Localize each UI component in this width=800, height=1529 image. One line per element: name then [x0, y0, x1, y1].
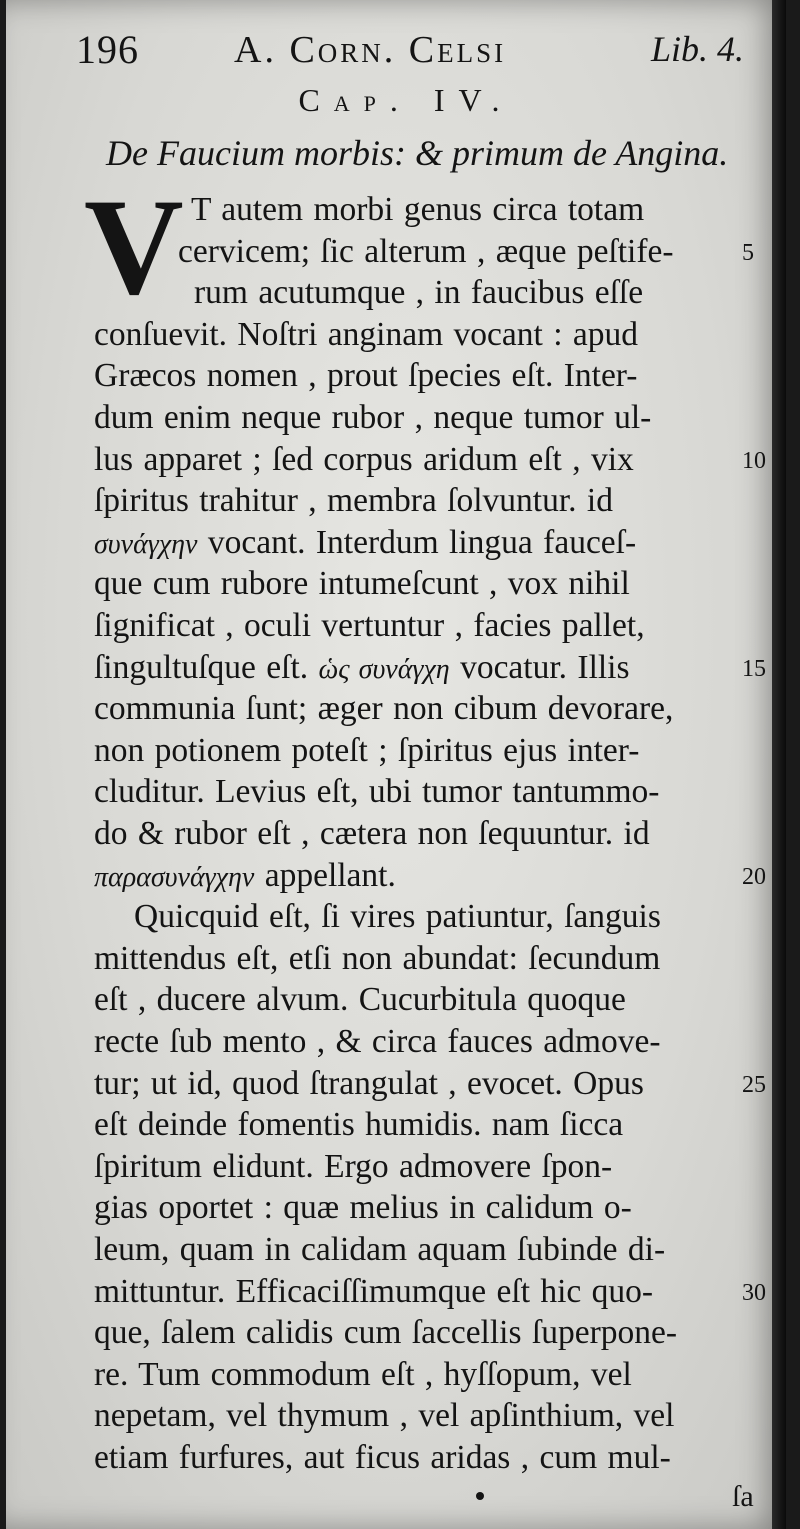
line-text: eſt , ducere alvum. Cucurbitula quoque: [94, 981, 626, 1019]
text-line: [94, 980, 626, 1020]
line-text: nepetam, vel thymum , vel apſinthium, vel: [94, 1397, 675, 1435]
text-line: [94, 523, 636, 563]
line-text: mittendus eſt, etſi non abundat: ſecundum: [94, 939, 661, 977]
line-text: appellant.: [254, 856, 396, 894]
line-text: ſignificat , oculi vertuntur , facies pallet,: [94, 607, 645, 644]
line-text: que, ſalem calidis cum ſaccellis ſuperpone-: [94, 1314, 678, 1352]
line-text: cluditur. Levius eſt, ubi tumor tantummo-: [94, 773, 660, 811]
line-text: rum acutumque , in faucibus eſſe: [194, 274, 644, 312]
book-label: Lib. 4.: [650, 29, 744, 69]
text-line: [94, 398, 651, 438]
text-line: [94, 1105, 623, 1145]
running-title: A. Corn. Celsi: [234, 29, 507, 71]
margin-line-number: 5: [742, 239, 754, 266]
footer-ink-mark: [476, 1492, 484, 1500]
text-line: [94, 1188, 632, 1228]
line-text: lus apparet ; ſed corpus aridum eſt , vix: [94, 440, 634, 478]
text-line: [94, 564, 630, 604]
line-text: ſpiritus trahitur , membra ſolvuntur. id: [94, 482, 613, 520]
book-page: [6, 0, 786, 1529]
greek-term: παρασυνάγχην: [94, 861, 255, 893]
line-text: ſpiritum elidunt. Ergo admovere ſpon-: [94, 1147, 613, 1185]
line-text: do & rubor eſt , cætera non ſequuntur. id: [94, 815, 650, 852]
text-line: [94, 1313, 677, 1353]
text-line: [94, 731, 639, 771]
text-line: [94, 939, 660, 979]
greek-term: συνάγχην: [94, 528, 198, 560]
line-text: tur; ut id, quod ſtrangulat , evocet. Opus: [94, 1064, 644, 1102]
line-text: ſingultuſque eſt.: [94, 648, 319, 686]
page-edge-shadow: [772, 0, 786, 1529]
text-line: [94, 1147, 612, 1187]
text-line: [94, 1022, 661, 1062]
text-line: [94, 1272, 653, 1312]
line-text: non potionem poteſt ; ſpiritus ejus inter-: [94, 731, 640, 769]
chapter-heading: Cap. IV.: [298, 82, 514, 118]
line-text: etiam furfures, aut ficus aridas , cum mul-: [94, 1439, 671, 1476]
margin-line-number: 10: [742, 447, 766, 474]
line-text: gias oportet : quæ melius in calidum o-: [94, 1189, 632, 1227]
line-text: communia ſunt; æger non cibum devorare,: [94, 690, 674, 728]
line-text: vocant. Interdum lingua fauceſ-: [197, 523, 637, 561]
text-line: [94, 856, 396, 896]
line-text: eſt deinde fomentis humidis. nam ſicca: [94, 1106, 624, 1144]
text-line: [191, 190, 644, 230]
page-header: [76, 22, 756, 72]
drop-cap: V: [84, 170, 184, 323]
text-line: [94, 440, 634, 480]
page-number: 196: [76, 27, 139, 72]
line-text: re. Tum commodum eſt , hyſſopum, vel: [94, 1355, 632, 1393]
text-line: [94, 315, 638, 355]
margin-line-number: 25: [742, 1071, 766, 1098]
line-text: Quicquid eſt, ſi vires patiuntur, ſanguis: [134, 898, 661, 936]
text-line: [94, 1438, 671, 1478]
text-line: [94, 689, 673, 729]
text-line: [94, 772, 659, 812]
line-text: T autem morbi genus circa totam: [191, 191, 645, 228]
text-line: [94, 606, 645, 646]
line-text: conſuevit. Noſtri anginam vocant : apud: [94, 315, 639, 353]
text-line: [94, 481, 613, 521]
line-text: vocatur. Illis: [449, 648, 630, 686]
text-line: [94, 356, 637, 396]
line-text: mittuntur. Efficaciſſimumque eſt hic quo-: [94, 1272, 654, 1310]
greek-term: ὡς συνάγχη: [318, 653, 450, 685]
line-text: cervicem; ſic alterum , æque peſtife-: [178, 232, 674, 270]
line-text: dum enim neque rubor , neque tumor ul-: [94, 399, 652, 436]
catchword: ſa: [732, 1480, 754, 1513]
line-text: leum, quam in calidam aquam ſubinde di-: [94, 1231, 666, 1268]
text-line: [178, 232, 674, 272]
margin-line-number: 15: [742, 655, 766, 682]
margin-line-number: 20: [742, 863, 766, 890]
text-line: [94, 1230, 665, 1270]
text-line: [94, 648, 630, 688]
text-line: [134, 897, 661, 937]
text-line: [94, 814, 650, 854]
line-text: recte ſub mento , & circa fauces admove-: [94, 1023, 661, 1060]
text-line: [94, 1396, 674, 1436]
line-text: que cum rubore intumeſcunt , vox nihil: [94, 565, 630, 603]
text-line: [94, 1064, 644, 1104]
margin-line-number: 30: [742, 1279, 766, 1306]
text-line: [194, 273, 643, 313]
text-line: [94, 1355, 632, 1395]
line-text: Græcos nomen , prout ſpecies eſt. Inter-: [94, 357, 638, 395]
chapter-subtitle: De Faucium morbis: & primum de Angina.: [106, 133, 729, 173]
